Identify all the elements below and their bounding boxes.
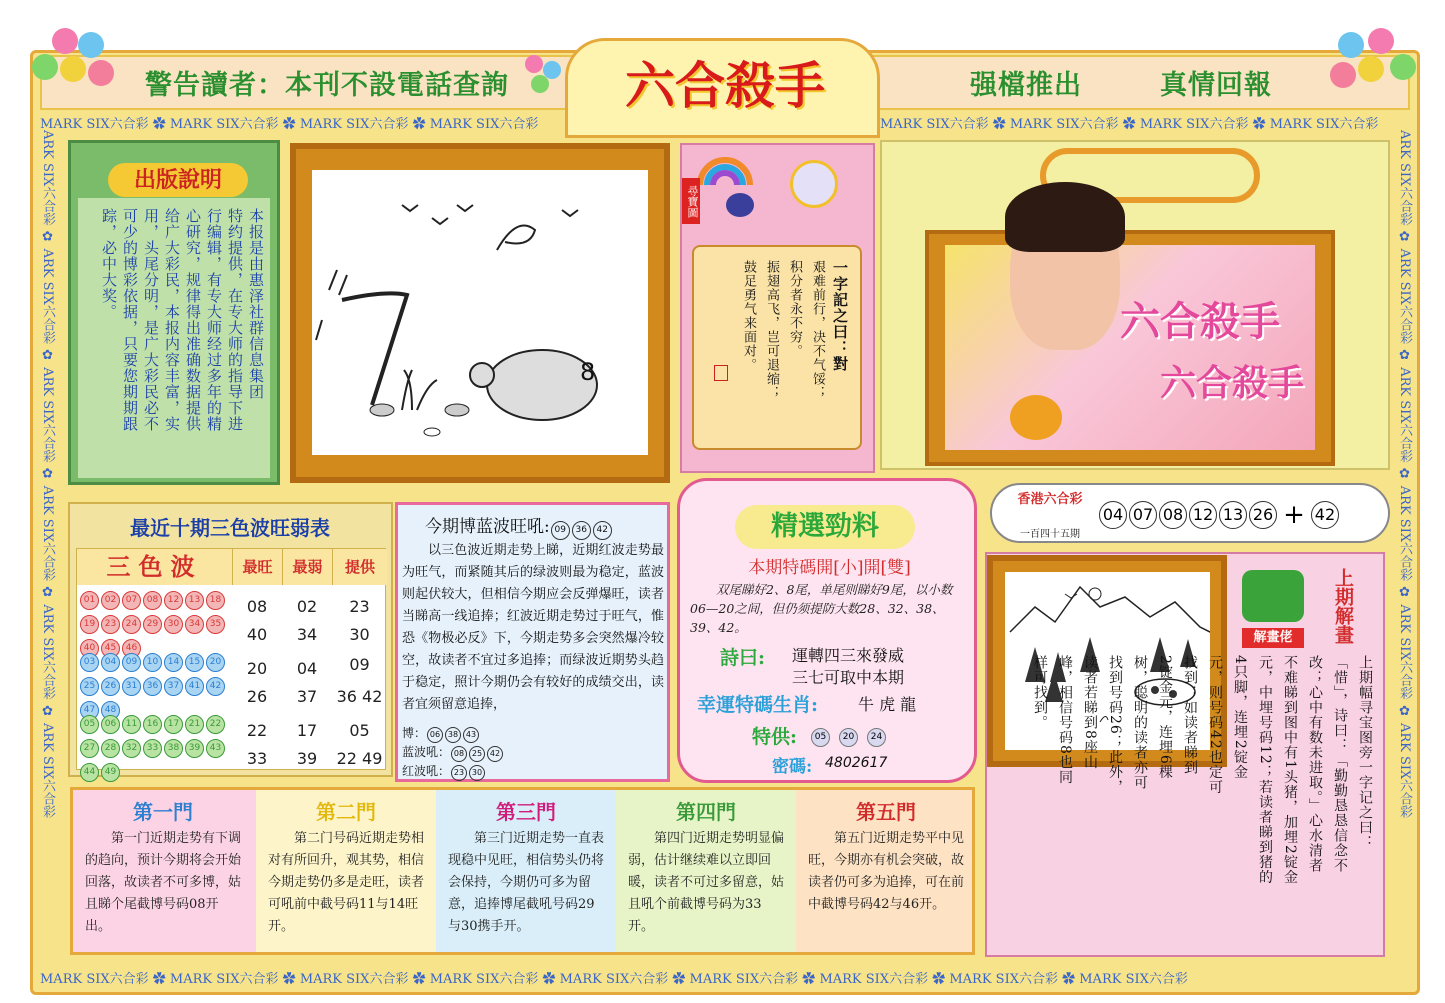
result-plus: + bbox=[1283, 500, 1305, 530]
blue-worst-1: 04 bbox=[296, 659, 318, 678]
puzzle-drawing bbox=[312, 170, 648, 455]
blue-ball: 14 bbox=[164, 653, 183, 672]
border-text: MARK SIX六合彩 bbox=[169, 117, 279, 132]
border-strip-bottom: MARK SIX六合彩 ✿ MARK SIX六合彩 ✿ MARK SIX六合彩 ✿ MARK SIX六合彩 ✿ MARK SIX六合彩 ✿ MARK SIX六合彩 ✿ MARK SIX六合彩 ✿ MARK SIX六合彩 ✿ MARK SIX六合彩 bbox=[40, 972, 1188, 987]
gate-title: 第四門 bbox=[676, 800, 736, 824]
bird-icon bbox=[457, 205, 473, 211]
explain-badge: 解畫佬 bbox=[1242, 628, 1304, 648]
explain-column: 不难睇到图中有1头猪，加埋2锭金 bbox=[1282, 655, 1298, 885]
gate-panel-1 bbox=[73, 790, 256, 952]
border-text: MARK SIX六合彩 bbox=[1139, 117, 1249, 132]
publication-column: 可少的博彩依据，只要您期期跟 bbox=[121, 208, 139, 432]
wave-title bbox=[425, 512, 613, 541]
result-ball: 07 bbox=[1129, 501, 1157, 529]
wave-lines bbox=[402, 725, 662, 782]
gate-title: 第一門 bbox=[133, 800, 193, 824]
result-numbers bbox=[1098, 500, 1340, 530]
red-ball: 46 bbox=[122, 639, 141, 658]
table-row-blue-balls bbox=[79, 649, 231, 715]
blue-ball: 20 bbox=[206, 653, 225, 672]
grass-icon bbox=[316, 270, 347, 340]
red-ball: 01 bbox=[80, 591, 99, 610]
green-ball: 43 bbox=[206, 739, 225, 758]
green-ball: 33 bbox=[143, 739, 162, 758]
poem-line-1: 運轉四三來發威 bbox=[792, 646, 905, 665]
seal-stamp-icon bbox=[714, 365, 728, 381]
blue-worst-2: 37 bbox=[296, 687, 318, 706]
wave-line-label: 蓝波吼： bbox=[402, 745, 451, 759]
border-side-text: ARK SIX六合彩 bbox=[1397, 130, 1412, 226]
code-value: 4802617 bbox=[825, 755, 888, 771]
wave-line-ball: 06 bbox=[427, 727, 443, 743]
table-title: 最近十期三色波旺弱表 bbox=[130, 516, 330, 540]
explain-text bbox=[1002, 655, 1377, 953]
explain-column: 峰，相信号码8也同 bbox=[1057, 655, 1073, 785]
border-text: MARK SIX六合彩 bbox=[689, 972, 799, 987]
poem-column: 一字記之曰：對 bbox=[831, 260, 849, 372]
promo-photo bbox=[945, 245, 1315, 450]
green-ball: 21 bbox=[185, 715, 204, 734]
mountain-icon bbox=[1010, 587, 1210, 637]
red-ball: 23 bbox=[101, 615, 120, 634]
crystal-ball-icon bbox=[790, 160, 838, 208]
special-label: 特供: bbox=[752, 726, 798, 748]
red-ball: 07 bbox=[122, 591, 141, 610]
wave-line-ball: 23 bbox=[451, 765, 467, 781]
green-ball: 49 bbox=[101, 763, 120, 782]
red-ball: 35 bbox=[206, 615, 225, 634]
red-provide-2: 30 bbox=[349, 625, 370, 644]
green-best-2: 33 bbox=[246, 749, 268, 768]
red-ball: 29 bbox=[143, 615, 162, 634]
col-header-best: 最旺 bbox=[232, 549, 282, 585]
green-ball: 11 bbox=[122, 715, 141, 734]
plant-icon bbox=[402, 370, 437, 410]
wave-title-text: 今期博蓝波旺吼: bbox=[425, 517, 550, 537]
result-ball: 04 bbox=[1099, 501, 1127, 529]
green-worst-1: 17 bbox=[296, 721, 318, 740]
col-header-worst: 最弱 bbox=[282, 549, 332, 585]
select-title: 精選勁料 bbox=[735, 505, 915, 549]
border-side-text: ARK SIX六合彩 bbox=[1397, 248, 1412, 344]
result-logo: 香港六合彩 bbox=[1017, 492, 1083, 507]
explain-column: 元，则号码42也定可 bbox=[1207, 655, 1223, 795]
book-icon bbox=[1242, 570, 1304, 622]
border-text: MARK SIX六合彩 bbox=[819, 972, 929, 987]
border-text: MARK SIX六合彩 bbox=[429, 117, 539, 132]
border-strip-left: ARK SIX六合彩 ✿ ARK SIX六合彩 ✿ ARK SIX六合彩 ✿ ARK SIX六合彩 ✿ ARK SIX六合彩 ✿ ARK SIX六合彩 bbox=[40, 130, 55, 819]
blue-ball: 41 bbox=[185, 677, 204, 696]
poem-column: 鼓足勇气来面对。 bbox=[741, 260, 756, 372]
special-ball: 05 bbox=[811, 728, 830, 747]
explain-column: 找到号码26；此外， bbox=[1107, 655, 1123, 795]
green-provide-1: 05 bbox=[349, 721, 370, 740]
special-ball: 24 bbox=[867, 728, 886, 747]
poem-column: 艰难前行，决不气馁； bbox=[810, 260, 825, 400]
green-ball: 05 bbox=[80, 715, 99, 734]
wave-line-ball: 42 bbox=[487, 746, 503, 762]
border-side-text: ARK SIX六合彩 bbox=[1397, 367, 1412, 463]
blue-best-2: 26 bbox=[246, 687, 268, 706]
gates-row bbox=[70, 787, 975, 955]
gate-title: 第二門 bbox=[316, 800, 376, 824]
gate-panel-4 bbox=[616, 790, 796, 952]
bird-icon bbox=[432, 218, 448, 224]
wave-line-ball: 30 bbox=[469, 765, 485, 781]
red-best-2: 40 bbox=[246, 625, 268, 644]
explain-column: 2锭金元，连埋6棵 bbox=[1157, 655, 1173, 780]
page-title: 六合殺手 bbox=[625, 56, 825, 115]
wave-ball: 09 bbox=[551, 521, 570, 540]
wave-ball: 36 bbox=[572, 521, 591, 540]
border-side-text: ARK SIX六合彩 bbox=[40, 248, 55, 344]
red-ball: 45 bbox=[101, 639, 120, 658]
explain-column: 树，聪明的读者亦可 bbox=[1132, 655, 1148, 790]
promo-caption-1: 六合殺手 bbox=[1120, 299, 1280, 345]
wave-line-ball: 38 bbox=[445, 727, 461, 743]
border-text: MARK SIX六合彩 bbox=[40, 117, 149, 132]
puzzle-picture bbox=[312, 170, 648, 455]
result-ball: 26 bbox=[1249, 501, 1277, 529]
table-row-green-balls bbox=[79, 711, 231, 777]
green-ball: 17 bbox=[164, 715, 183, 734]
blue-provide-2: 36 42 bbox=[336, 687, 383, 706]
publication-column: 心研究，规律得出准确数据提供 bbox=[184, 208, 202, 432]
explain-column: 上期幅寻宝图旁一字记之曰： bbox=[1357, 655, 1373, 850]
red-best-1: 08 bbox=[246, 597, 268, 616]
sun-icon bbox=[1089, 588, 1101, 600]
explain-column: 改；心中有数未进取。」心水清者 bbox=[1307, 655, 1323, 873]
explain-column: 元，中埋号码12；若读者睇到猪的 bbox=[1257, 655, 1273, 885]
border-side-text: ARK SIX六合彩 bbox=[40, 485, 55, 582]
border-text: MARK SIX六合彩 bbox=[559, 972, 669, 987]
red-provide-1: 23 bbox=[349, 597, 370, 616]
wave-line-ball: 25 bbox=[469, 746, 485, 762]
wave-line-ball: 43 bbox=[463, 727, 479, 743]
green-best-1: 22 bbox=[246, 721, 268, 740]
green-ball: 22 bbox=[206, 715, 225, 734]
red-ball: 12 bbox=[164, 591, 183, 610]
green-ball: 39 bbox=[185, 739, 204, 758]
publication-column: 给广大彩民，本报内容丰富，实 bbox=[163, 208, 181, 432]
publication-column: 本报是由惠泽社群信息集团 bbox=[247, 208, 265, 400]
bird-icon bbox=[1065, 594, 1077, 598]
header-slogan-1: 强檔推出 bbox=[970, 70, 1082, 101]
gate-panel-3 bbox=[436, 790, 616, 952]
model-hair-icon bbox=[1005, 182, 1125, 252]
rock-icon bbox=[445, 404, 469, 416]
treasure-poem bbox=[720, 260, 850, 440]
border-text: MARK SIX六合彩 bbox=[299, 972, 409, 987]
blue-ball: 10 bbox=[143, 653, 162, 672]
wave-ball: 42 bbox=[593, 521, 612, 540]
table-body bbox=[76, 548, 386, 777]
result-ball: 12 bbox=[1189, 501, 1217, 529]
select-special: 本期特碼開[小]開[雙] bbox=[748, 558, 911, 578]
border-side-text: ARK SIX六合彩 bbox=[1397, 722, 1412, 819]
rainbow-pot-icon bbox=[695, 150, 755, 220]
red-ball: 18 bbox=[206, 591, 225, 610]
select-description: 双尾睇好2、8尾，单尾则睇好9尾，以小数06—20之间，但仍须提防大数28、32、38、39、42。 bbox=[690, 582, 953, 635]
blue-ball: 04 bbox=[101, 653, 120, 672]
publication-title: 出版說明 bbox=[108, 163, 248, 197]
header-warning: 警告讀者：本刊不設電話查詢 bbox=[145, 70, 509, 101]
wave-line-label: 红波吼： bbox=[402, 764, 451, 778]
publication-column: 用，头尾分明，是广大彩民必不 bbox=[142, 208, 160, 432]
blue-ball: 25 bbox=[80, 677, 99, 696]
explain-column: 找到；如读者睇到 bbox=[1182, 655, 1198, 775]
wave-line-ball: 08 bbox=[451, 746, 467, 762]
turtle-head-icon bbox=[470, 363, 494, 387]
gate-panel-2 bbox=[256, 790, 436, 952]
red-worst-1: 02 bbox=[296, 597, 318, 616]
result-ball: 08 bbox=[1159, 501, 1187, 529]
green-ball: 16 bbox=[143, 715, 162, 734]
blue-ball: 36 bbox=[143, 677, 162, 696]
zodiac-label: 幸運特碼生肖: bbox=[697, 694, 819, 716]
blue-ball: 42 bbox=[206, 677, 225, 696]
red-ball: 08 bbox=[143, 591, 162, 610]
publication-column: 踪，必中大奖。 bbox=[100, 208, 118, 320]
gate-text: 第二门号码近期走势相对有所回升，观其势，相信今期走势仍多是走旺，读者可吼前中截号码11与14旺开。 bbox=[268, 831, 425, 934]
blue-ball: 31 bbox=[122, 677, 141, 696]
border-text: MARK SIX六合彩 bbox=[1079, 972, 1188, 987]
publication-text bbox=[86, 208, 266, 476]
red-ball: 02 bbox=[101, 591, 120, 610]
wave-body: 以三色波近期走势上睇，近期红波走势最为旺气，而紧随其后的绿波则最为稳定，蓝波则起伏较大，但相信今期应会反弹爆旺，读者当睇高一线追捧；红波近期走势过于旺气，惟恐《物极必反》下，今期走势多会突然爆冷较空，故读者不宜过多追捧；而绿波近期势头趋于稳定，照计今期仍会有较好的成绩交出，读者宜须留意追捧， bbox=[402, 543, 664, 712]
gate-text: 第三门近期走势一直表现稳中见旺，相信势头仍将会保持，今期仍可多为留意，追捧博尾截吼号码29与30携手开。 bbox=[448, 831, 605, 934]
border-text: MARK SIX六合彩 bbox=[429, 972, 539, 987]
border-strip-top-right: MARK SIX六合彩 ✿ MARK SIX六合彩 ✿ MARK SIX六合彩 ✿ MARK SIX六合彩 bbox=[880, 117, 1379, 132]
code-label: 密碼: bbox=[772, 757, 813, 777]
gate-title: 第三門 bbox=[496, 800, 556, 824]
publication-column: 行编辑，有专大师经过多年的精 bbox=[205, 208, 223, 432]
red-ball: 40 bbox=[80, 639, 99, 658]
col-header-provide: 提供 bbox=[332, 549, 387, 585]
border-text: MARK SIX六合彩 bbox=[299, 117, 409, 132]
border-strip-right: ARK SIX六合彩 ✿ ARK SIX六合彩 ✿ ARK SIX六合彩 ✿ ARK SIX六合彩 ✿ ARK SIX六合彩 ✿ ARK SIX六合彩 bbox=[1397, 130, 1412, 819]
wave-line-label: 博： bbox=[402, 726, 427, 740]
wave-line bbox=[402, 763, 662, 782]
balloons-right-icon bbox=[1328, 28, 1420, 100]
border-text: MARK SIX六合彩 bbox=[40, 972, 149, 987]
seven-icon bbox=[342, 293, 407, 405]
table-row-red-balls bbox=[79, 587, 231, 653]
explain-column: 4只脚，连埋2锭金 bbox=[1232, 655, 1248, 780]
bird-icon bbox=[562, 210, 578, 216]
border-side-text: ARK SIX六合彩 bbox=[40, 722, 55, 819]
red-ball: 34 bbox=[185, 615, 204, 634]
green-ball: 27 bbox=[80, 739, 99, 758]
border-text: MARK SIX六合彩 bbox=[880, 117, 989, 132]
header-slogan-2: 真情回報 bbox=[1160, 70, 1272, 101]
result-issue: 一百四十五期 bbox=[1020, 529, 1080, 540]
treasure-seal: 尋寶圖 bbox=[682, 178, 700, 224]
gate-panel-5 bbox=[796, 790, 972, 952]
green-ball: 44 bbox=[80, 763, 99, 782]
blue-ball: 03 bbox=[80, 653, 99, 672]
blue-provide-1: 09 bbox=[349, 655, 370, 674]
wave-line bbox=[402, 744, 662, 763]
blue-ball: 26 bbox=[101, 677, 120, 696]
border-side-text: ARK SIX六合彩 bbox=[40, 130, 55, 226]
explain-column: 读者若睇到8座山 bbox=[1082, 655, 1098, 770]
border-side-text: ARK SIX六合彩 bbox=[40, 367, 55, 463]
green-ball: 38 bbox=[164, 739, 183, 758]
swirl-icon bbox=[497, 226, 535, 251]
green-ball: 28 bbox=[101, 739, 120, 758]
poem-line-2: 三七可取中本期 bbox=[792, 668, 905, 687]
publication-column: 特约提供，在专大师的指导下进 bbox=[226, 208, 244, 432]
balloons-mid-icon bbox=[525, 55, 570, 100]
balloons-left-icon bbox=[30, 28, 122, 100]
border-side-text: ARK SIX六合彩 bbox=[1397, 604, 1412, 700]
gold-ball-icon bbox=[1010, 395, 1062, 440]
red-ball: 30 bbox=[164, 615, 183, 634]
blue-best-1: 20 bbox=[246, 659, 268, 678]
rock-icon bbox=[370, 404, 394, 416]
red-ball: 24 bbox=[122, 615, 141, 634]
red-worst-2: 34 bbox=[296, 625, 318, 644]
special-ball: 20 bbox=[839, 728, 858, 747]
gate-title: 第五門 bbox=[856, 800, 916, 824]
poem-column: 振翅高飞，岂可退缩； bbox=[764, 260, 779, 400]
bird-icon bbox=[402, 205, 418, 211]
zodiac-value: 牛 虎 龍 bbox=[858, 695, 917, 714]
border-text: MARK SIX六合彩 bbox=[1009, 117, 1119, 132]
gate-text: 第一门近期走势有下调的趋向，预计今期将会开始回落，故读者不可多博，姑且睇个尾截博号码08开出。 bbox=[85, 831, 242, 934]
result-special-ball: 42 bbox=[1311, 501, 1339, 529]
blue-ball: 47 bbox=[80, 701, 99, 720]
poem-column: 积分者永不穷。 bbox=[787, 260, 802, 358]
blue-ball: 15 bbox=[185, 653, 204, 672]
table-header-label: 三色波 bbox=[77, 549, 232, 585]
explain-column: 「惜」，诗曰：「勤勤恳恳信念不 bbox=[1332, 655, 1348, 873]
poem-label: 詩曰: bbox=[720, 647, 766, 669]
border-text: MARK SIX六合彩 bbox=[169, 972, 279, 987]
wave-line bbox=[402, 725, 662, 744]
puzzle-digit: 8 bbox=[580, 358, 596, 386]
border-text: MARK SIX六合彩 bbox=[1269, 117, 1379, 132]
green-worst-2: 39 bbox=[296, 749, 318, 768]
gate-text: 第五门近期走势平中见旺，今期亦有机会突破，故读者仍可多为追捧，可在前中截博号码42与46开。 bbox=[808, 831, 965, 912]
border-strip-top-left: MARK SIX六合彩 ✿ MARK SIX六合彩 ✿ MARK SIX六合彩 ✿ MARK SIX六合彩 bbox=[40, 117, 539, 132]
blue-ball: 37 bbox=[164, 677, 183, 696]
stone-icon bbox=[424, 428, 440, 436]
red-ball: 13 bbox=[185, 591, 204, 610]
border-side-text: ARK SIX六合彩 bbox=[40, 604, 55, 700]
border-side-text: ARK SIX六合彩 bbox=[1397, 485, 1412, 582]
gate-text: 第四门近期走势明显偏弱，估计继续难以立即回暖，读者不可过多留意，姑且吼个前截博号码为33开。 bbox=[628, 831, 785, 934]
red-ball: 19 bbox=[80, 615, 99, 634]
green-ball: 32 bbox=[122, 739, 141, 758]
special-balls bbox=[810, 724, 887, 748]
explain-title: 上期解畫 bbox=[1332, 568, 1354, 644]
border-text: MARK SIX六合彩 bbox=[949, 972, 1058, 987]
blue-ball: 48 bbox=[101, 701, 120, 720]
blue-ball: 09 bbox=[122, 653, 141, 672]
promo-caption-2: 六合殺手 bbox=[1160, 363, 1305, 404]
green-provide-2: 22 49 bbox=[336, 749, 383, 768]
green-ball: 06 bbox=[101, 715, 120, 734]
explain-column: 样可找到。 bbox=[1032, 655, 1048, 730]
result-ball: 13 bbox=[1219, 501, 1247, 529]
